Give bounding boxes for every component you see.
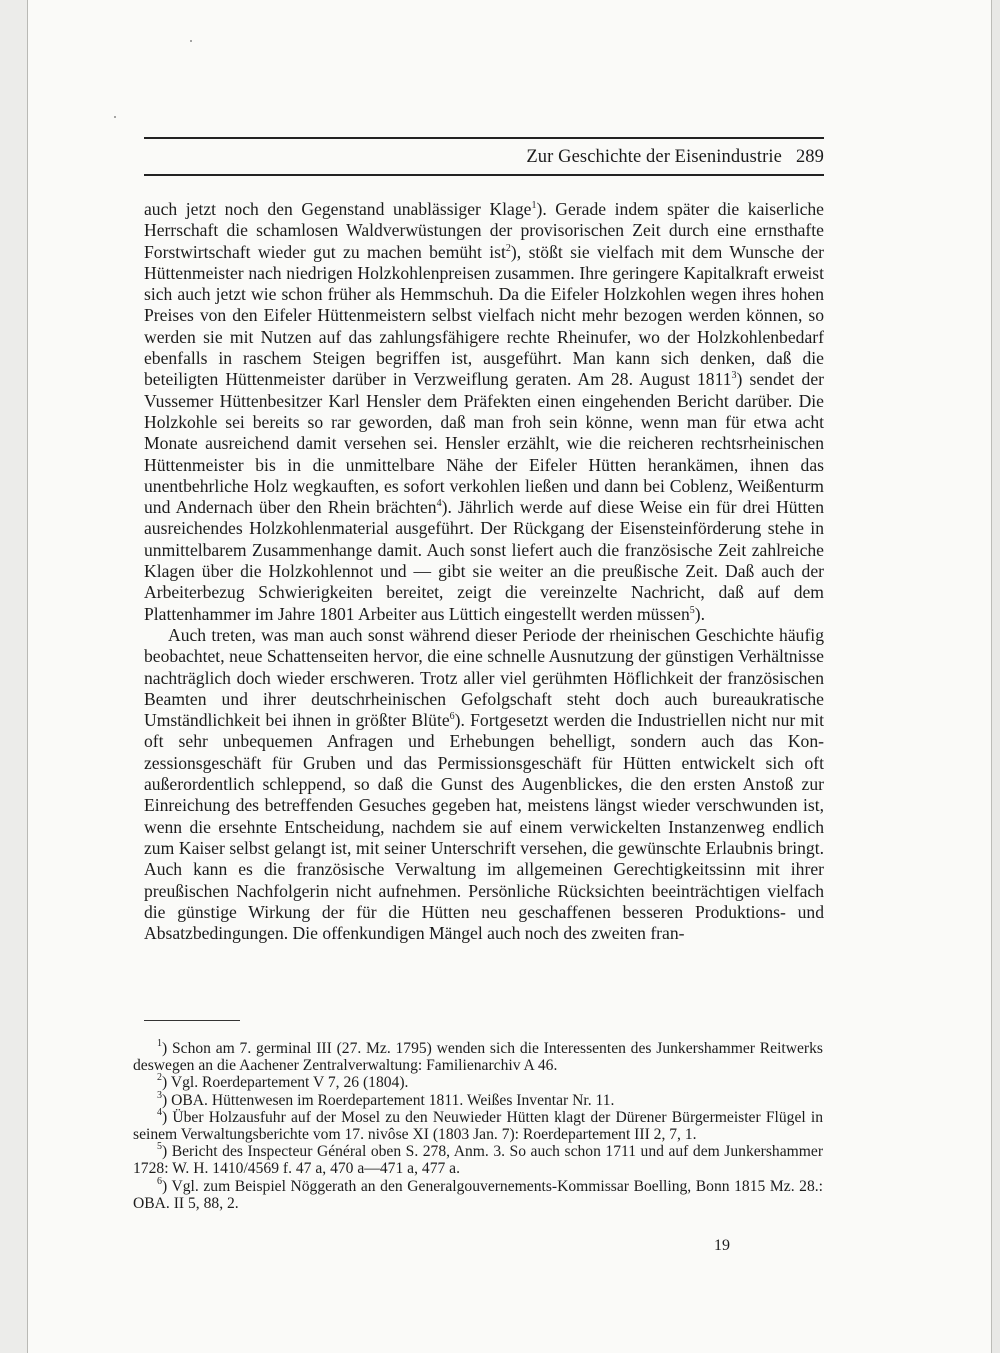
body-paragraph (144, 199, 824, 625)
footnote-mark: 2 (157, 1072, 162, 1084)
footnote-mark: 4 (157, 1106, 162, 1118)
text-run: ), stößt sie vielfach mit dem Wunsche der Hüttenmeister nach niedrigen Holzkohlenpreisen zusammen. Ihre geringere Kapitalkraft erweist sich auch jetzt wie schon früher als Hemmschuh. Da die Eifeler Holzkohlen wegen ihres hohen Preises von den Eifeler Hüttenmeistern selbst vielfach nicht mehr bezogen werden können, so werden sie mit Nutzen auf das zahlungsfähigere rechte Rheinufer, wo der Holzkohlenbedarf ebenfalls in raschem Steigen begriffen ist, ausgeführt. Man kann sich denken, daß die beteiligten Hüttenmeister darüber in Verzweiflung geraten. Am 28. August 1811 (144, 241, 824, 390)
footnote-reference[interactable]: 1 (531, 200, 537, 211)
text-run: ). Jährlich werde auf diese Weise ein für drei Hütten ausreichendes Holzkohlenmaterial ausgeführt. Der Rückgang der Eisensteinförderung stehe in unmittelbarem Zusammenhange damit. Auch sonst liefert auch die französische Zeit zahlreiche Klagen über die Holzkohlennot und — gibt sie weiter an die preußische Zeit. Daß auch der Arbeiterbezug Schwierigkeiten bereitet, zeigt die vereinzelte Nachricht, daß auf dem Plattenhammer im Jahre 1801 Arbeiter aus Lüttich eingestellt werden müssen (144, 497, 824, 624)
main-text (144, 199, 824, 944)
header-rule-bottom (144, 174, 824, 176)
footnote (133, 1106, 823, 1144)
running-head (144, 147, 824, 168)
footnote (133, 1040, 823, 1074)
footnote-mark-paren: ) (162, 1108, 173, 1126)
text-run: ). Fortgesetzt werden die Industriellen nicht nur mit oft sehr unbequemen Anfragen und Erhebungen behelligt, sondern auch das Konzessionsgeschäft für Gruben und das Permissionsgeschäft für Hütten entwickelt sich oft außerordentlich schleppend, so daß die Gunst des Augenblickes, die den ersten Anstoß zur Einreichung des betreffenden Gesuches gegeben hat, meistens längst wieder verschwunden ist, wenn die ersehnte Entscheidung, nachdem sie auf einem verwickelten Instanzenweg endlich zum Kaiser selbst gelangt ist, mit seiner Unterschrift versehen, die gewünschte Erlaubnis bringt. Auch kann es die französische Verwaltung im allgemeinen Gerechtigkeitssinn mit ihrer preußischen Nachfolgerin nicht aufnehmen. Persönliche Rücksichten beeinträchtigen vielfach die günstige Wirkung der für die Hütten neu geschaffenen besseren Produktions- und Absatzbedingungen. Die offenkundigen Mängel auch noch des zweiten fran- (144, 710, 824, 944)
text-run: auch jetzt noch den Gegenstand unablässiger Klage (144, 199, 532, 219)
text-run: ) sendet der Vussemer Hüttenbesitzer Karl Hensler dem Präfekten einen eingehenden Bericht darüber. Die Holzkohle sei bereits so rar geworden, daß man froh sein könne, wenn man für etwa acht Monate ausreichend damit versehen sei. Hensler erzählt, wie die reicheren rechtsrheinischen Hüttenmeister bis in die unmittelbare Nähe der Eifeler Hütten herankämen, ihnen das unentbehrliche Holz wegkauften, es sofort verkohlen ließen und dann bei Coblenz, Weißenturm und Andernach über den Rhein brächten (144, 369, 824, 518)
right-page-edge (991, 0, 1000, 1353)
footnote-mark-paren: ) (162, 1091, 172, 1109)
footnote-mark-paren: ) (162, 1040, 172, 1057)
text-run: Auch treten, was man auch sonst während dieser Periode der rheinischen Geschichte häufig beobachtet, neue Schattenseiten hervor, die eine schnelle Ausnutzung der günstigen Verhältnisse nachträglich doch wieder erschweren. Trotz aller viel gerühmten Höflichkeit der französischen Beamten und ihrer deutschrheinischen Gefolgschaft steht doch auch bureaukratische Umständlichkeit bei ihnen in größter Blüte (144, 624, 824, 731)
footnote-mark: 1 (157, 1038, 162, 1049)
header-rule-top (144, 137, 824, 139)
footnote-text: OBA. Hüttenwesen im Roerdepartement 1811. Weißes Inventar Nr. 11. (171, 1091, 615, 1109)
footnote-reference[interactable]: 6 (449, 711, 455, 723)
running-title: Zur Geschichte der Eisenindustrie (526, 147, 782, 167)
page-number: 289 (795, 147, 824, 167)
footnote (133, 1089, 823, 1109)
footnote-text: Schon am 7. germinal III (27. Mz. 1795) wenden sich die Interessenten des Junkershammer Reitwerks deswegen an die Aachener Zentralverwaltung: Familienarchiv A 46. (133, 1040, 823, 1075)
footnote-mark: 6 (157, 1175, 162, 1187)
left-page-gutter (0, 0, 28, 1353)
footnote-text: Vgl. Roerdepartement V 7, 26 (1804). (170, 1074, 409, 1092)
footnote-mark-paren: ) (162, 1074, 171, 1092)
footnote-text: Vgl. zum Beispiel Nöggerath an den Generalgouvernements-Kommissar Boelling, Bonn 1815 Mz. 28.: OBA. II 5, 88, 2. (133, 1177, 824, 1212)
footnote-mark: 5 (157, 1141, 162, 1153)
body-paragraph (144, 625, 824, 944)
footnote-reference[interactable]: 5 (689, 604, 695, 616)
footnote (133, 1074, 823, 1091)
footnote (133, 1175, 824, 1212)
text-run: ). (694, 603, 706, 624)
footnote-reference[interactable]: 2 (505, 242, 511, 254)
footnote-separator (144, 1020, 240, 1021)
footnote-reference[interactable]: 3 (731, 370, 737, 382)
text-run: ). Gerade indem später die kaiserliche Herrschaft die schamlosen Waldverwüstungen der provisorischen Zeit durch eine ernsthafte Forstwirtschaft wieder gut zu machen bemüht ist (144, 199, 824, 262)
scan-speck (114, 116, 116, 118)
footnote-mark-paren: ) (162, 1177, 172, 1195)
footnote-text: Über Holzausfuhr auf der Mosel zu den Neuwieder Hütten klagt der Dürener Bürgermeister Flügel in seinem Verwaltungsberichte vom 17. nivôse XI (1803 Jan. 7): Roerdepartement III 2, 7, 1. (133, 1108, 823, 1144)
footnote-reference[interactable]: 4 (436, 498, 442, 510)
footnote-mark-paren: ) (162, 1143, 172, 1161)
footnote-text: Bericht des Inspecteur Général oben S. 278, Anm. 3. So auch schon 1711 und auf dem Junkershammer 1728: W. H. 1410/4569 f. 47 a, 470 a—471 a, 477 a. (133, 1143, 824, 1178)
footnotes (133, 1040, 823, 1212)
footnote-mark: 3 (157, 1089, 162, 1101)
printer-signature: 19 (714, 1237, 730, 1254)
scan-speck (190, 40, 192, 42)
footnote (133, 1143, 823, 1177)
